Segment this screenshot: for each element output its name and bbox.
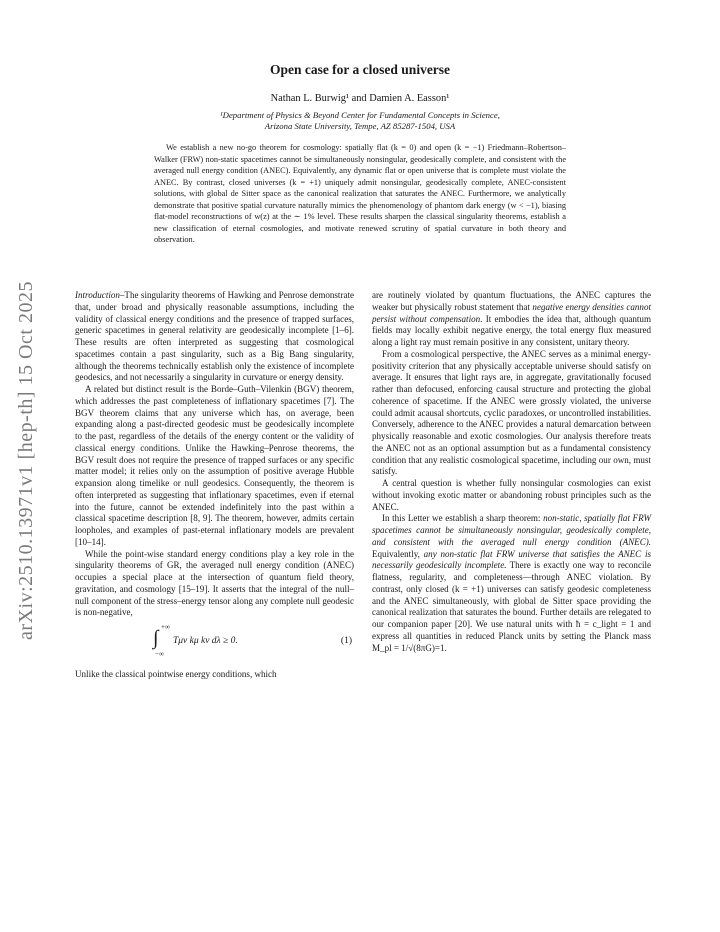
emphasis-run: any non-static flat FRW universe that satisfies the ANEC is necessarily geodesically incomplete.	[372, 548, 651, 571]
equation-number: (1)	[340, 636, 352, 646]
emphasis-run: non-static, spatially flat FRW spacetimes cannot be simultaneously nonsingular, geodesically complete, and consistent with the averaged null energy condition (ANEC).	[372, 513, 651, 547]
affiliation-line-1: ¹Department of Physics & Beyond Center for Fundamental Concepts in Science,	[220, 110, 500, 120]
left-column	[75, 290, 354, 681]
author-list: Nathan L. Burwig¹ and Damien A. Easson¹	[270, 93, 450, 104]
arxiv-identifier-text: arXiv:2510.13971v1 [hep-th] 15 Oct 2025	[14, 280, 37, 640]
text-run: In this Letter we establish a sharp theorem:	[382, 513, 544, 524]
equation-body: Tμν kμ kν dλ ≥ 0.	[173, 636, 238, 646]
abstract: We establish a new no-go theorem for cosmology: spatially flat (k = 0) and open (k = −1) Friedmann–Robertson–Walker (FRW) non-static spacetimes cannot be simultaneously nonsingular, geodesically complete, and consistent with the averaged null energy condition (ANEC). Equivalently, any dynamic flat or open universe that is complete must violate the ANEC. By contrast, closed universes (k = +1) uniquely admit nonsingular, geodesically complete, ANEC-consistent solutions, with global de Sitter space as the canonical realization that saturates the ANEC. Furthermore, we analytically demonstrate that positive spatial curvature naturally mimics the phenomenology of phantom dark energy (w < −1), biasing flat-model reconstructions of w(z) at the ∼ 1% level. These results sharpen the classical singularity theorems, establish a new classification of eternal cosmologies, and motivate renewed scrutiny of spatial curvature in both theory and observation.	[154, 143, 566, 244]
central-question-paragraph: A central question is whether fully nonsingular cosmologies can exist without invoking exotic matter or abandoning robust principles such as the ANEC.	[372, 478, 651, 512]
arxiv-identifier	[6, 260, 46, 660]
intro-paragraph	[75, 290, 354, 384]
bgv-paragraph: A related but distinct result is the Borde–Guth–Vilenkin (BGV) theorem, which addresses the past completeness of inflationary spacetimes [7]. The BGV theorem claims that any universe which has, on average, been expanding along a past-directed geodesic must be geodesically incomplete to the past, regardless of the details of the energy content or the validity of classical energy conditions. Unlike the Hawking–Penrose theorems, the BGV result does not require the presence of trapped surfaces or any specific matter model; it relies only on the assumption of positive average Hubble expansion along timelike or null geodesics. Consequently, the theorem is often interpreted as suggesting that inflationary spacetimes, even if eternal into the future, cannot be extended indefinitely into the past within a classical spacetime description [8, 9]. The theorem, however, admits certain loopholes, and examples of past-eternal inflationary models are prevalent [10–14].	[75, 384, 354, 547]
text-run: Equivalently,	[372, 548, 424, 559]
cosmological-perspective-paragraph: From a cosmological perspective, the ANEC serves as a minimal energy-positivity criterion that any physically acceptable universe should satisfy on average. It ensures that light rays are, in aggregate, gravitationally focused rather than defocused, enforcing causal structure and protecting the global coherence of spacetime. If the ANEC were grossly violated, the universe could admit acausal shortcuts, cyclic paradoxes, or uncontrolled instabilities. Conversely, adherence to the ANEC provides a natural demarcation between physically reasonable and exotic cosmologies. Our analysis therefore treats the ANEC not as an optional assumption but as a fundamental consistency condition that any realistic cosmological spacetime, including our own, must satisfy.	[372, 348, 651, 477]
text-run: There is exactly one way to reconcile flatness, regularity, and completeness—through ANEC violation. By contrast, only closed (k = +1) universes can satisfy geodesic completeness and the ANEC simultaneously, with global de Sitter space providing the canonical realization that saturates the bound. Further details are relegated to our companion paper [20]. We use natural units with ħ = c_light = 1 and express all quantities in reduced Planck units by setting the Planck mass M_pl = 1/√(8πG)=1.	[372, 560, 651, 653]
integral-lower-limit: −∞	[155, 650, 164, 658]
emphasis-run: negative energy densities cannot persist without compensation	[372, 301, 651, 324]
affiliation	[120, 110, 600, 132]
equation-anec	[75, 625, 354, 663]
text-run: . It embodies the idea that, although quantum fields may locally exhibit negative energy, the total energy flux measured along a light ray must remain positive in any consistent, unitary theory.	[372, 313, 651, 347]
anec-continuation-paragraph	[372, 290, 651, 349]
integral-upper-limit: +∞	[161, 623, 170, 631]
section-label-introduction: Introduction	[75, 290, 120, 300]
affiliation-line-2: Arizona State University, Tempe, AZ 85287-1504, USA	[264, 121, 456, 131]
continuation-paragraph: Unlike the classical pointwise energy conditions, which	[75, 669, 277, 679]
paper-title: Open case for a closed universe	[269, 62, 451, 77]
intro-text: –The singularity theorems of Hawking and Penrose demonstrate that, under broad and physically reasonable assumptions, including the validity of classical energy conditions and the presence of trapped surfaces, generic spacetimes in general relativity are geodesically incomplete [1–6]. These results are often interpreted as suggesting that cosmological spacetimes contain a past singularity, such as a Big Bang singularity, although the theorems technically establish only the existence of incomplete geodesics, and not necessarily a singularity in curvature or energy density.	[75, 290, 354, 383]
integral-sign: ∫	[153, 627, 159, 649]
anec-paragraph: While the point-wise standard energy conditions play a key role in the singularity theorems of GR, the averaged null energy condition (ANEC) occupies a special place at the intersection of quantum field theory, gravitation, and cosmology [15–19]. It asserts that the integral of the null–null component of the stress–energy tensor along any complete null geodesic is non-negative,	[75, 548, 354, 618]
theorem-paragraph	[372, 513, 651, 654]
right-column	[372, 290, 651, 654]
text-run: are routinely violated by quantum fluctuations, the ANEC captures the weaker but physically robust statement that	[372, 290, 651, 312]
